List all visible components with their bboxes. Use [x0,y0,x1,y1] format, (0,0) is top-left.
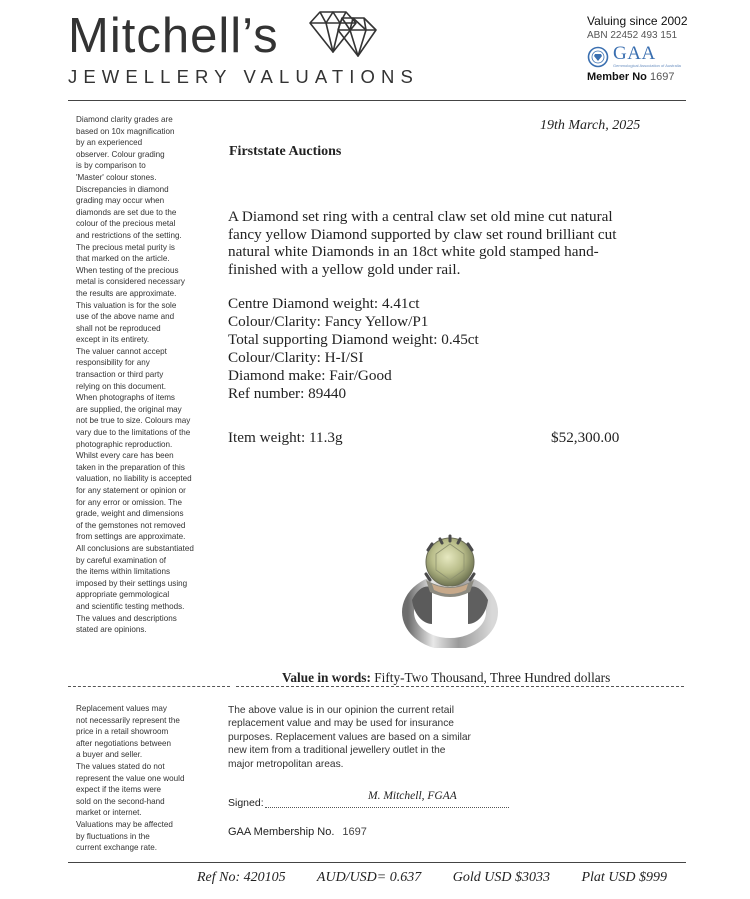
disclaimer-line: for any error or omission. The [76,497,183,507]
replacement-note-line: not necessarily represent the [76,715,180,725]
brand-name: Mitchell’s [68,9,279,63]
disclaimer-line: is by comparison to [76,161,146,171]
spec-line: Centre Diamond weight: 4.41ct [228,295,420,312]
gaa-membership [228,826,367,838]
disclaimer-line: the items within limitations [76,567,171,577]
dashed-divider-right [236,686,684,687]
replacement-note-line: Replacement values may [76,704,167,713]
dashed-divider-left [68,686,230,687]
client-name: Firststate Auctions [229,144,342,159]
disclaimer-line: by an experienced [76,138,143,148]
disclaimer-line: grading may occur when [76,196,165,206]
disclaimer-line: grade, weight and dimensions [76,509,184,519]
disclaimer-line: transaction or third party [76,370,164,380]
replacement-note-line: Valuations may be affected [76,819,173,829]
value-words-label: Value in words: [282,670,371,685]
statement-line: major metropolitan areas. [228,758,344,770]
disclaimer-line: from settings are approximate. [76,532,186,542]
gaa-logo [587,45,737,71]
replacement-note-line: price in a retail showroom [76,727,169,737]
disclaimer-line: of the gemstones not removed [76,520,186,530]
replacement-note-line: The values stated do not [76,761,165,771]
ring-photo [398,528,500,648]
gaa-logo-text: GAA [613,43,656,64]
valuing-since: Valuing since 2002 [587,14,688,28]
replacement-note-line: expect if the items were [76,785,162,795]
item-specifications [228,295,479,403]
disclaimer-line: use of the above name and [76,312,175,322]
replacement-note-line: current exchange rate. [76,843,157,853]
disclaimer-line: The valuer cannot accept [76,346,167,356]
ref-number: Ref No: 420105 [197,870,286,885]
disclaimer-line: metal is considered necessary [76,277,185,287]
disclaimer-line: taken in the preparation of this [76,462,185,472]
signed-label: Signed: [228,797,264,809]
spec-line: Ref number: 89440 [228,385,347,402]
disclaimer-line: except in its entirety. [76,335,150,345]
replacement-note-line: market or internet. [76,808,142,818]
disclaimer-line: and scientific testing methods. [76,601,185,611]
disclaimer-line: and restrictions of the setting. [76,230,182,240]
disclaimer-line: diamonds are set due to the [76,207,177,217]
signature-name: M. Mitchell, FGAA [368,790,457,802]
tagline: JEWELLERY VALUATIONS [68,66,419,87]
disclaimer-line: the results are approximate. [76,288,177,298]
description-line: A Diamond set ring with a central claw set old mine cut natural [228,208,613,225]
disclaimer-line: Discrepancies in diamond [76,184,169,194]
description-line: finished with a yellow gold under rail. [228,260,461,278]
valuation-date: 19th March, 2025 [540,118,641,133]
disclaimer-line: photographic reproduction. [76,439,173,449]
header-divider [68,100,686,101]
replacement-statement [228,704,518,771]
item-weight: Item weight: 11.3g [228,429,343,446]
disclaimer-line: not be true to size. Colours may [76,416,191,426]
spec-line: Total supporting Diamond weight: 0.45ct [228,331,479,348]
disclaimer-line: The precious metal purity is [76,242,175,252]
disclaimer-line: colour of the precious metal [76,219,176,229]
disclaimer-line: When photographs of items [76,393,175,403]
footer-divider [68,862,686,863]
disclaimer-line: This valuation is for the sole [76,300,177,310]
disclaimer-line: All conclusions are substantiated [76,543,194,553]
abn-number: ABN 22452 493 151 [587,30,678,41]
disclaimer-sidebar [76,114,221,636]
disclaimer-line: The values and descriptions [76,613,177,623]
spec-line: Colour/Clarity: H-I/SI [228,349,364,366]
disclaimer-line: observer. Colour grading [76,149,165,159]
value-words-text: Fifty-Two Thousand, Three Hundred dollars [374,670,611,685]
disclaimer-line: imposed by their settings using [76,578,188,588]
gaa-membership-number: 1697 [342,826,367,838]
footer-rates [197,870,667,886]
replacement-note-line: after negotiations between [76,738,171,748]
disclaimer-line: Diamond clarity grades are [76,115,173,124]
statement-line: replacement value and may be used for insurance [228,718,454,730]
disclaimer-line: shall not be reproduced [76,323,161,333]
replacement-sidebar [76,703,221,854]
disclaimer-line: relying on this document. [76,381,166,391]
disclaimer-line: appropriate gemmological [76,590,170,600]
gaa-logo-subtext: Gemmological Association of Australia [613,63,681,68]
gaa-seal-icon [587,46,609,68]
item-description [228,208,648,278]
replacement-note-line: represent the value one would [76,773,185,783]
disclaimer-line: that marked on the article. [76,254,170,264]
spec-line: Colour/Clarity: Fancy Yellow/P1 [228,313,429,330]
value-in-words [282,670,610,686]
disclaimer-line: vary due to the limitations of the [76,428,191,438]
disclaimer-line: are supplied, the original may [76,404,182,414]
signature-line [265,807,509,808]
replacement-note-line: by fluctuations in the [76,831,150,841]
diamond-logo-icon [300,8,382,60]
member-number-value: 1697 [649,71,675,83]
replacement-note-line: a buyer and seller. [76,750,143,760]
disclaimer-line: When testing of the precious [76,265,179,275]
disclaimer-line: Whilst every care has been [76,451,174,461]
disclaimer-line: for any statement or opinion or [76,486,186,495]
plat-price: Plat USD $999 [581,870,668,885]
disclaimer-line: responsibility for any [76,358,150,368]
gold-price: Gold USD $3033 [452,870,550,885]
member-number [587,71,737,83]
statement-line: new item from a traditional jewellery outlet in the [228,745,446,757]
statement-line: purposes. Replacement values are based on a similar [228,731,471,743]
gaa-membership-label: GAA Membership No. [228,826,335,838]
description-line: natural white Diamonds in an 18ct white gold stamped hand- [228,243,599,261]
disclaimer-line: valuation, no liability is accepted [76,474,192,484]
spec-line: Diamond make: Fair/Good [228,367,392,384]
aud-usd-rate: AUD/USD= 0.637 [316,870,422,885]
header-info [587,14,737,83]
disclaimer-line: by careful examination of [76,555,166,565]
valuation-price: $52,300.00 [551,429,620,446]
disclaimer-line: based on 10x magnification [76,126,175,136]
statement-line: The above value is in our opinion the current retail [228,705,454,716]
replacement-note-line: sold on the second-hand [76,796,165,806]
disclaimer-line: 'Master' colour stones. [76,172,157,182]
disclaimer-line: stated are opinions. [76,625,147,635]
description-line: fancy yellow Diamond supported by claw set round brilliant cut [228,225,617,243]
member-label: Member No [587,71,647,83]
